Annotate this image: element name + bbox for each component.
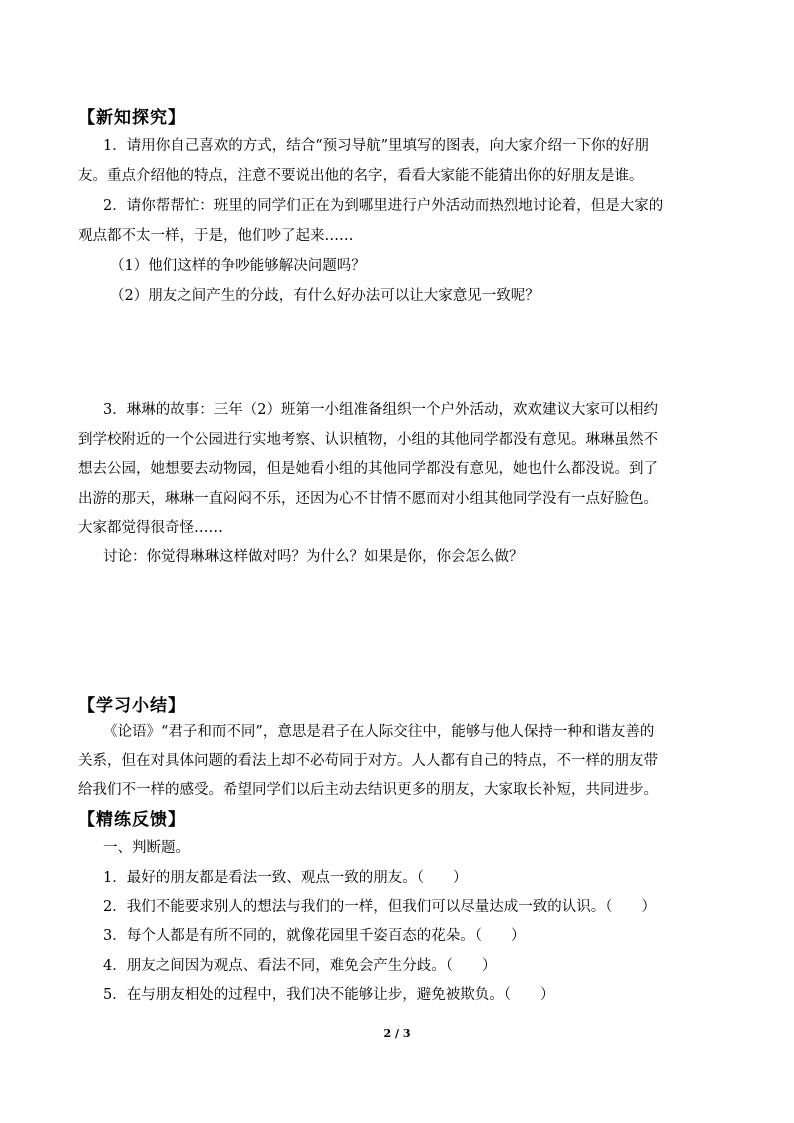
question-line: （1）他们这样的争吵能够解决问题吗？ xyxy=(110,258,366,274)
exercise-item: 5．在与朋友相处的过程中，我们决不能够让步，避免被欺负。（ ） xyxy=(103,987,555,1003)
heading-xinzhi-tanjiu: 【新知探究】 xyxy=(78,108,186,128)
paragraph-line: 关系，但在对具体问题的看法上却不必苟同于对方。人人都有自己的特点，不一样的朋友带 xyxy=(78,753,658,769)
exercise-item: 1．最好的朋友都是看法一致、观点一致的朋友。（ ） xyxy=(103,870,468,886)
exercise-item: 2．我们不能要求别人的想法与我们的一样，但我们可以尽量达成一致的认识。（ ） xyxy=(103,899,656,915)
exercise-item: 4．朋友之间因为观点、看法不同，难免会产生分歧。（ ） xyxy=(103,958,497,974)
paragraph-line: 出游的那天，琳琳一直闷闷不乐，还因为心不甘情不愿而对小组其他同学没有一点好脸色。 xyxy=(78,491,658,507)
paragraph-line: 3．琳琳的故事：三年（2）班第一小组准备组织一个户外活动，欢欢建议大家可以相约 xyxy=(103,402,658,418)
exercise-title: 一、判断题。 xyxy=(103,840,190,856)
heading-jinglian-fankui: 【精练反馈】 xyxy=(78,810,186,830)
paragraph-line: 大家都觉得很奇怪…… xyxy=(78,520,223,536)
paragraph-line: 到学校附近的一个公园进行实地考察、认识植物，小组的其他同学都没有意见。琳琳虽然不 xyxy=(78,432,658,448)
page-number: 2 / 3 xyxy=(383,1027,411,1040)
question-line: （2）朋友之间产生的分歧，有什么好办法可以让大家意见一致呢？ xyxy=(110,288,540,304)
paragraph-line: 《论语》“君子和而不同”，意思是君子在人际交往中，能够与他人保持一种和谐友善的 xyxy=(103,724,655,740)
paragraph-line: 2．请你帮帮忙：班里的同学们正在为到哪里进行户外活动而热烈地讨论着，但是大家的 xyxy=(103,198,664,214)
discussion-line: 讨论：你觉得琳琳这样做对吗？为什么？如果是你，你会怎么做？ xyxy=(103,549,524,565)
paragraph-line: 观点都不太一样，于是，他们吵了起来…… xyxy=(78,228,354,244)
paragraph-line: 想去公园，她想要去动物园，但是她看小组的其他同学都没有意见，她也什么都没说。到了 xyxy=(78,461,658,477)
heading-xuexi-xiaojie: 【学习小结】 xyxy=(78,696,186,716)
exercise-item: 3．每个人都是有所不同的，就像花园里千姿百态的花朵。（ ） xyxy=(103,928,526,944)
paragraph-line: 友。重点介绍他的特点，注意不要说出他的名字，看看大家能不能猜出你的好朋友是谁。 xyxy=(78,168,644,184)
paragraph-line: 给我们不一样的感受。希望同学们以后主动去结识更多的朋友，大家取长补短，共同进步。 xyxy=(78,782,658,798)
paragraph-line: 1．请用你自己喜欢的方式，结合“预习导航”里填写的图表，向大家介绍一下你的好朋 xyxy=(103,138,650,154)
